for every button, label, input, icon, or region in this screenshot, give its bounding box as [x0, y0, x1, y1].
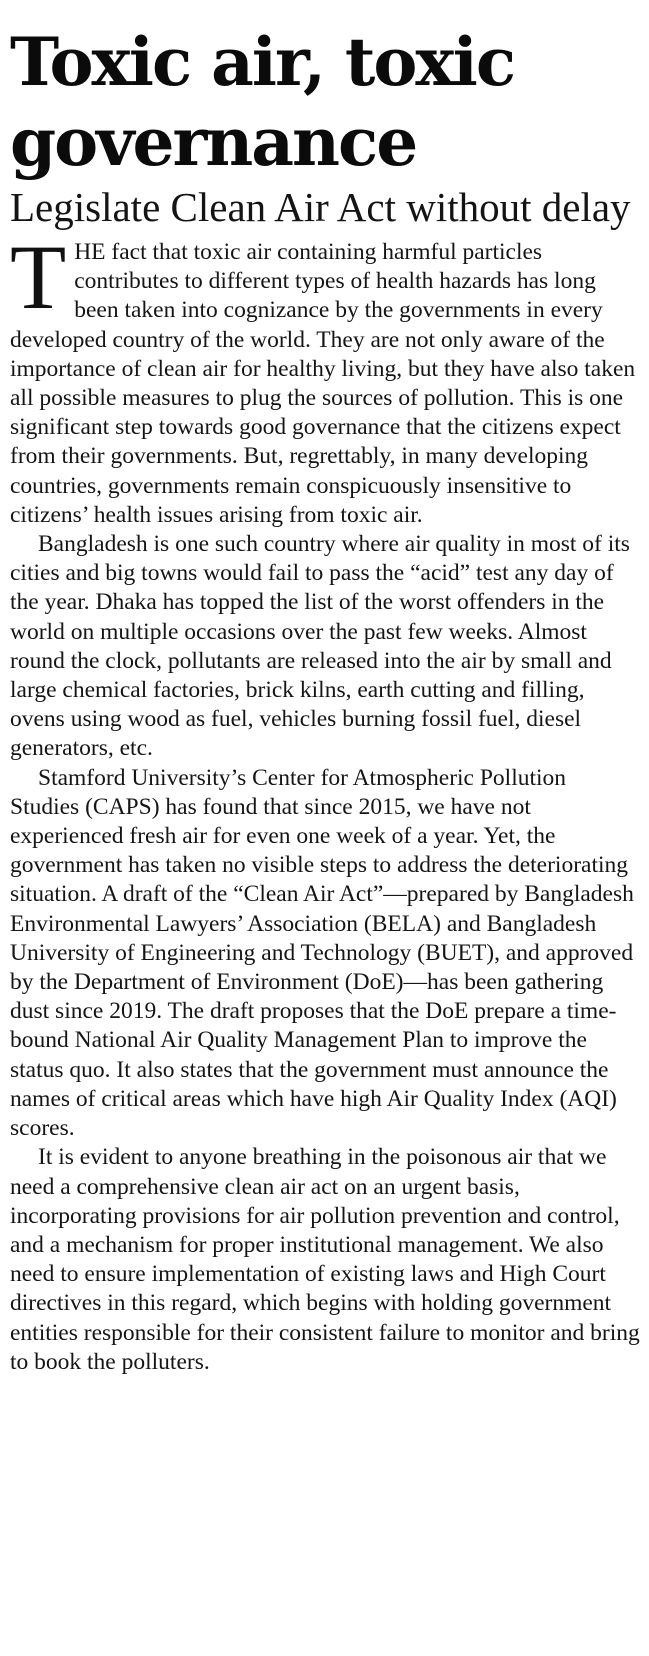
paragraph-1-text: HE fact that toxic air containing harmful particles contributes to different types of health hazards has long been taken into cognizance by the governments in every developed country of the world. They are not only aware of the importance of clean air for healthy living, but they have also taken all possible measures to plug the sources of pollution. This is one significant step towards good governance that the citizens expect from their governments. But, regrettably, in many developing countries, governments remain conspicuously insensitive to citizens’ health issues arising from toxic air. [10, 239, 636, 528]
paragraph-2: Bangladesh is one such country where air quality in most of its cities and big towns would fail to pass the “acid” test any day of the year. Dhaka has topped the list of the worst offenders in the world on multiple occasions over the past few weeks. Almost round the clock, pollutants are released into the air by small and large chemical factories, brick kilns, earth cutting and filling, ovens using wood as fuel, vehicles burning fossil fuel, diesel generators, etc. [10, 531, 630, 762]
article [10, 22, 640, 1377]
article-body [10, 226, 640, 1377]
headline: Toxic air, toxic governance [10, 23, 515, 181]
paragraph-3: Stamford University’s Center for Atmospheric Pollution Studies (CAPS) has found that since 2015, we have not experienced fresh air for even one week of a year. Yet, the government has taken no visible steps to address the deteriorating situation. A draft of the “Clean Air Act”—prepared by Bangladesh Environmental Lawyers’ Association (BELA) and Bangladesh University of Engineering and Technology (BUET), and approved by the Department of Environment (DoE)—has been gathering dust since 2019. The draft proposes that the DoE prepare a time-bound National Air Quality Management Plan to improve the status quo. It also states that the government must announce the names of critical areas which have high Air Quality Index (AQI) scores. [10, 764, 634, 1142]
drop-cap: T [10, 226, 67, 328]
paragraph-1 [10, 226, 640, 530]
paragraph-4: It is evident to anyone breathing in the poisonous air that we need a comprehensive clean air act on an urgent basis, incorporating provisions for air pollution prevention and control, and a mechanism for proper institutional management. We also need to ensure implementation of existing laws and High Court directives in this regard, which begins with holding government entities responsible for their consistent failure to monitor and bring to book the polluters. [10, 1144, 640, 1375]
subheadline: Legislate Clean Air Act without delay [10, 184, 631, 230]
